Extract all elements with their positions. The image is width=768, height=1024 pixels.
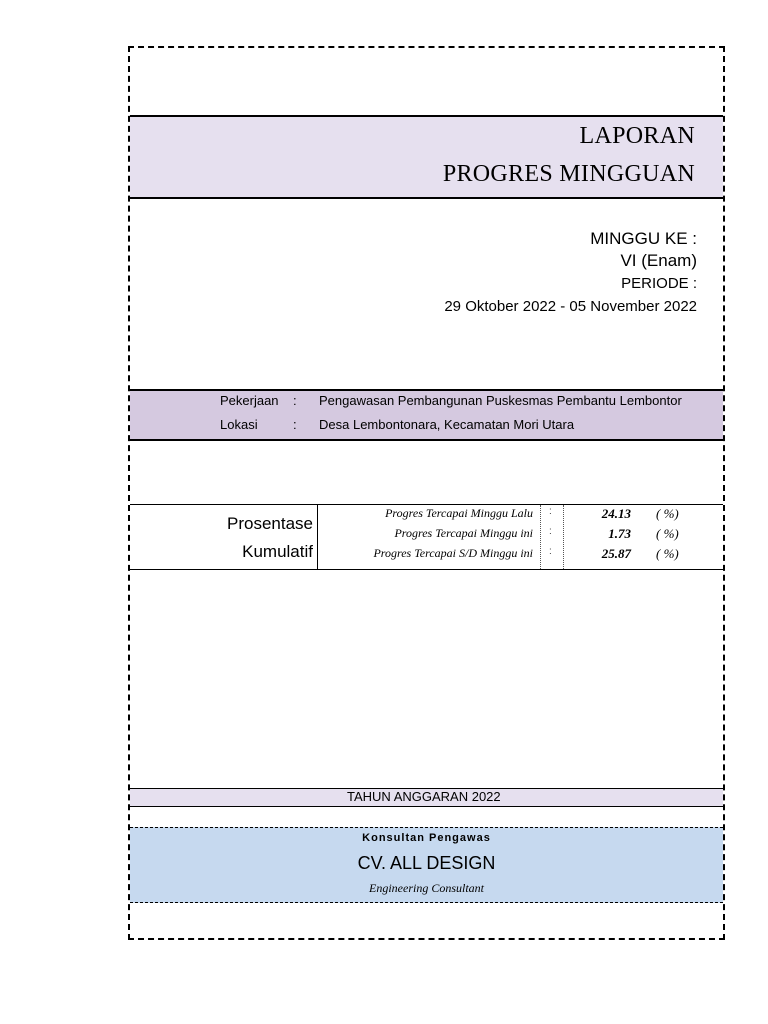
location-value: Desa Lembontonara, Kecamatan Mori Utara bbox=[319, 417, 575, 432]
budget-year: TAHUN ANGGARAN 2022 bbox=[347, 789, 501, 804]
consultant-tagline: Engineering Consultant bbox=[369, 881, 484, 895]
progress-row-desc: Progres Tercapai Minggu Lalu bbox=[385, 506, 533, 520]
progress-row-value: 25.87 bbox=[601, 546, 631, 561]
progress-row-unit: ( %) bbox=[656, 526, 679, 541]
location-row bbox=[130, 417, 723, 439]
progress-row bbox=[130, 506, 723, 525]
period-value: 29 Oktober 2022 - 05 November 2022 bbox=[444, 298, 697, 315]
job-colon: : bbox=[293, 393, 297, 408]
location-colon: : bbox=[293, 417, 297, 432]
job-row bbox=[130, 393, 723, 415]
project-info-band bbox=[130, 389, 723, 441]
consultant-band bbox=[130, 827, 723, 903]
progress-table bbox=[130, 504, 723, 570]
report-title-line1: LAPORAN bbox=[579, 123, 695, 149]
job-label: Pekerjaan bbox=[220, 393, 279, 408]
period-label: PERIODE : bbox=[621, 275, 697, 292]
progress-row-unit: ( %) bbox=[656, 506, 679, 521]
report-cover-frame bbox=[128, 46, 725, 940]
report-title-line2: PROGRES MINGGUAN bbox=[442, 161, 695, 187]
progress-row-unit: ( %) bbox=[656, 546, 679, 561]
progress-row-value: 1.73 bbox=[608, 526, 631, 541]
progress-row-colon: : bbox=[549, 526, 552, 537]
location-label: Lokasi bbox=[220, 417, 258, 432]
progress-row-value: 24.13 bbox=[601, 506, 631, 521]
progress-label-line2: Kumulatif bbox=[242, 542, 313, 561]
consultant-heading: Konsultan Pengawas bbox=[362, 832, 491, 844]
progress-row-colon: : bbox=[549, 546, 552, 557]
week-label: MINGGU KE : bbox=[590, 229, 697, 248]
job-value: Pengawasan Pembangunan Puskesmas Pembantu Lembontor bbox=[319, 393, 682, 408]
progress-row-desc: Progres Tercapai S/D Minggu ini bbox=[373, 546, 533, 560]
progress-label-line1: Prosentase bbox=[227, 514, 313, 533]
budget-year-band bbox=[130, 788, 723, 807]
consultant-name: CV. ALL DESIGN bbox=[357, 853, 496, 873]
progress-row bbox=[130, 526, 723, 545]
progress-row-colon: : bbox=[549, 506, 552, 517]
title-band bbox=[130, 115, 723, 199]
progress-row bbox=[130, 546, 723, 565]
week-value: VI (Enam) bbox=[620, 251, 697, 270]
progress-row-desc: Progres Tercapai Minggu ini bbox=[394, 526, 533, 540]
